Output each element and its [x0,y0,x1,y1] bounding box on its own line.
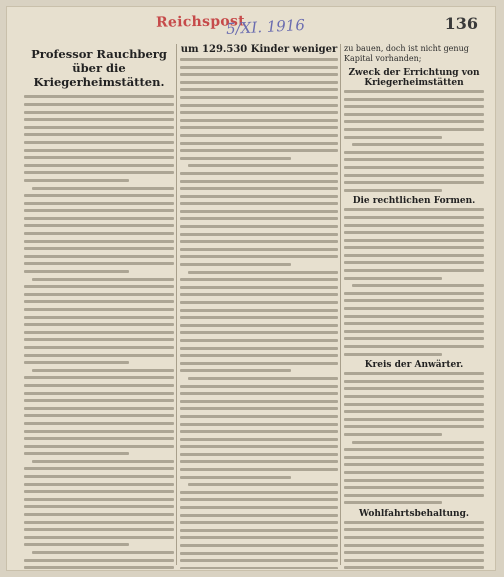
text-line [344,174,484,177]
text-line [180,278,338,281]
text-line [188,377,338,380]
text-line [344,299,484,302]
text-line [180,407,338,410]
body-text-lines [344,90,484,192]
text-line [180,142,338,145]
text-line [180,339,338,342]
text-line [24,376,174,379]
text-line [180,149,338,152]
text-line [344,315,484,318]
text-line [344,559,484,562]
text-line [344,345,484,348]
body-text-lines [24,95,174,569]
text-line [24,430,174,433]
text-line [180,202,338,205]
text-line [24,209,174,212]
text-line [24,141,174,144]
text-line [180,552,338,555]
text-line [180,460,338,463]
text-line [188,164,338,167]
body-text-lines [344,208,484,355]
text-line [24,384,174,387]
text-line [24,262,174,265]
text-line [180,88,338,91]
text-line [24,331,174,334]
text-line [180,415,338,418]
text-line [24,361,129,364]
text-line [344,486,484,489]
text-line [344,337,484,340]
text-line [24,407,174,410]
text-line [24,399,174,402]
text-line [344,479,484,482]
text-line [180,521,338,524]
text-line [24,179,129,182]
text-line [344,98,484,101]
text-line [180,559,338,562]
left-column [24,44,174,569]
text-line [24,232,174,235]
text-line [24,422,174,425]
text-line [344,105,484,108]
text-line [344,456,484,459]
text-line [344,322,484,325]
text-line [344,181,484,184]
text-line [344,536,484,539]
text-line [24,498,174,501]
text-line [180,301,338,304]
text-line [344,254,484,257]
text-line [180,217,338,220]
section-heading: Kreis der Anwärter. [364,360,464,371]
text-line [344,387,484,390]
text-line [180,529,338,532]
text-line [344,277,442,280]
text-line [24,513,174,516]
text-line [180,157,291,160]
text-line [344,120,484,123]
text-line [180,309,338,312]
text-line [24,566,174,569]
text-line [24,543,129,546]
text-line [344,410,484,413]
text-line [344,372,484,375]
text-line [24,414,174,417]
text-line [180,263,291,266]
text-line [180,347,338,350]
text-line [24,164,174,167]
text-line [24,255,174,258]
text-line [24,95,174,98]
column-divider [176,44,177,565]
column-divider [340,44,341,565]
text-line [180,438,338,441]
text-line [344,551,484,554]
text-line [24,300,174,303]
text-line [180,248,338,251]
text-line [344,239,484,242]
masthead: Reichspost [155,13,246,31]
text-line [180,362,338,365]
text-line [180,430,338,433]
text-line [24,452,129,455]
text-line [24,111,174,114]
text-line [180,225,338,228]
text-line [180,385,338,388]
text-line [180,453,338,456]
text-line [188,271,338,274]
text-line [24,521,174,524]
text-line [24,133,174,136]
text-line [180,324,338,327]
text-line [344,128,484,131]
text-line [344,224,484,227]
text-line [180,514,338,517]
text-line [24,308,174,311]
text-line [344,544,484,547]
text-line [24,171,174,174]
section-heading: Wohlfahrtsbehaltung. [358,508,470,519]
text-line [24,156,174,159]
text-line [24,528,174,531]
text-line [180,400,338,403]
text-line [180,423,338,426]
text-line [32,369,174,372]
text-line [24,194,174,197]
text-line [24,103,174,106]
text-line [24,445,174,448]
text-line [344,418,484,421]
text-line [180,96,338,99]
body-text-lines [344,521,484,569]
text-line [344,261,484,264]
text-line [344,136,442,139]
text-line [344,166,484,169]
middle-column [180,44,338,569]
text-line [352,143,484,146]
text-line [24,224,174,227]
text-line [344,566,484,569]
text-line [24,202,174,205]
right-column [344,44,484,569]
text-line [180,58,338,61]
text-line [24,338,174,341]
text-line [344,231,484,234]
text-line [24,323,174,326]
text-line [180,506,338,509]
text-line [180,111,338,114]
text-line [32,460,174,463]
text-line [188,483,338,486]
text-line [24,118,174,121]
text-line [180,476,291,479]
text-line [180,498,338,501]
text-line [180,255,338,258]
text-line [32,187,174,190]
text-line [180,445,338,448]
text-line [344,216,484,219]
text-line [344,330,484,333]
text-line [352,441,484,444]
text-line [180,240,338,243]
text-line [24,483,174,486]
text-line [24,346,174,349]
text-line [344,208,484,211]
text-line [24,354,174,357]
text-line [24,467,174,470]
text-line [24,475,174,478]
text-line [344,494,484,497]
text-line [180,66,338,69]
text-line [344,353,442,356]
text-line [24,240,174,243]
text-line [344,448,484,451]
section-heading: Zweck der Errichtung von Kriegerheimstätten [348,68,480,88]
text-line [180,544,338,547]
text-line [344,307,484,310]
text-line [344,292,484,295]
text-line [344,246,484,249]
text-line [344,501,442,504]
text-line [180,567,338,569]
text-line [24,293,174,296]
text-line [344,471,484,474]
text-line [344,113,484,116]
text-line [180,354,338,357]
text-line [344,189,442,192]
text-line [24,536,174,539]
text-line [344,425,484,428]
text-line [180,468,338,471]
text-line [180,134,338,137]
text-line [344,90,484,93]
text-line [180,316,338,319]
body-text-lines [180,58,338,569]
right-opening-text: zu bauen, doch ist nicht genug Kapital vorhanden; [344,44,469,63]
text-line [344,433,442,436]
middle-subhead: um 129.530 Kinder weniger [180,44,338,55]
text-line [180,195,338,198]
text-line [180,126,338,129]
article-headline: Professor Rauchberg über die Kriegerheimstätten. [31,47,167,89]
text-line [24,217,174,220]
text-line [180,536,338,539]
text-line [180,172,338,175]
text-line [32,551,174,554]
text-line [24,559,174,562]
text-line [24,437,174,440]
text-line [32,278,174,281]
text-line [344,380,484,383]
text-line [352,284,484,287]
text-line [24,505,174,508]
text-line [344,528,484,531]
text-line [24,247,174,250]
text-line [180,210,338,213]
text-line [180,491,338,494]
text-line [180,286,338,289]
text-line [180,104,338,107]
section-heading: Die rechtlichen Formen. [352,196,476,207]
text-line [180,119,338,122]
text-line [24,270,129,273]
text-line [24,316,174,319]
text-line [344,158,484,161]
body-text-lines [344,372,484,504]
text-line [180,331,338,334]
text-line [24,126,174,129]
text-line [180,233,338,236]
text-line [24,149,174,152]
text-line [344,521,484,524]
text-line [24,392,174,395]
text-line [344,463,484,466]
handwritten-date: 5/XI. 1916 [225,15,306,39]
text-line [180,369,291,372]
text-line [344,151,484,154]
page-number: 136 [444,14,478,33]
text-line [344,403,484,406]
text-line [24,490,174,493]
text-line [180,293,338,296]
text-line [180,187,338,190]
text-line [180,81,338,84]
text-line [344,395,484,398]
text-line [344,269,484,272]
text-line [180,73,338,76]
text-line [24,285,174,288]
text-line [180,180,338,183]
text-line [180,392,338,395]
